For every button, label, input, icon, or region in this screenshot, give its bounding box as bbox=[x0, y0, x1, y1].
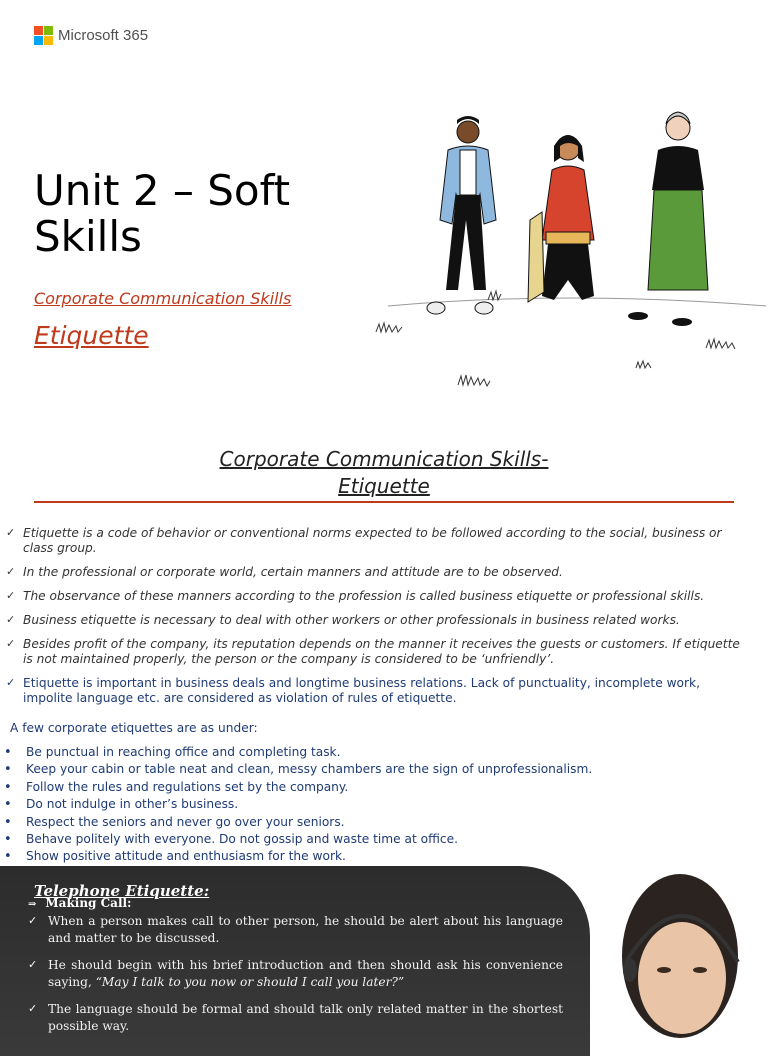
call-center-woman-photo bbox=[590, 866, 768, 1024]
man-figure bbox=[427, 116, 496, 314]
list-item: ✓ In the professional or corporate world, certain manners and attitude are to be observed. bbox=[6, 565, 563, 579]
list-item: • Show positive attitude and enthusiasm for the work. bbox=[4, 849, 346, 865]
slide-subheading: Etiquette bbox=[34, 321, 149, 350]
bullet-icon: • bbox=[4, 797, 12, 813]
title-slide bbox=[0, 0, 768, 425]
list-item: ✓ The language should be formal and should talk only related matter in the shortest possible way. bbox=[28, 1002, 563, 1033]
slide-heading: Telephone Etiquette: bbox=[34, 882, 210, 900]
intro-text: A few corporate etiquettes are as under: bbox=[10, 721, 258, 735]
bullet-icon: • bbox=[4, 832, 12, 848]
checkmark-icon: ✓ bbox=[6, 589, 16, 602]
slide-heading: Corporate Communication Skills- Etiquette bbox=[219, 447, 549, 498]
bullet-icon: • bbox=[4, 849, 12, 865]
etiquette-points-list bbox=[6, 526, 746, 715]
telephone-etiquette-slide bbox=[0, 866, 768, 1033]
corporate-etiquettes-list bbox=[4, 744, 744, 866]
list-item: ✓ He should begin with his brief introduction and then should ask his convenience saying, “May I talk to you now or should I call you later?” bbox=[28, 958, 563, 989]
list-item: • Follow the rules and regulations set by the company. bbox=[4, 779, 349, 795]
list-item: • Be punctual in reaching office and completing task. bbox=[4, 745, 341, 760]
slide-subtitle: Corporate Communication Skills bbox=[34, 289, 292, 308]
list-item: ✓ When a person makes call to other person, he should be alert about his language and matter to be discussed. bbox=[28, 914, 563, 945]
list-item: ✓ Etiquette is important in business deals and longtime business relations. Lack of punctuality, incomplete work, impolite language etc. are considered as violation of rules of etiquette. bbox=[6, 676, 700, 705]
list-item: • Keep your cabin or table neat and clean, messy chambers are the sign of unprofessionalism. bbox=[4, 762, 593, 778]
list-item: • Respect the seniors and never go over your seniors. bbox=[4, 814, 345, 830]
checkmark-icon: ✓ bbox=[6, 676, 16, 689]
people-illustration bbox=[368, 110, 768, 400]
making-call-heading: ⇒ Making Call: bbox=[28, 896, 132, 910]
list-item: • Behave politely with everyone. Do not gossip and waste time at office. bbox=[4, 832, 458, 848]
woman-figure bbox=[528, 135, 594, 302]
telephone-points-list bbox=[28, 913, 563, 1045]
divider bbox=[34, 501, 734, 503]
list-item: ✓ Etiquette is a code of behavior or conventional norms expected to be followed according to the social, business or class group. bbox=[6, 526, 722, 555]
checkmark-icon: ✓ bbox=[28, 1002, 38, 1015]
older-woman-figure bbox=[628, 112, 708, 326]
checkmark-icon: ✓ bbox=[6, 613, 16, 626]
checkmark-icon: ✓ bbox=[28, 958, 38, 971]
microsoft-365-logo bbox=[34, 26, 148, 45]
checkmark-icon: ✓ bbox=[28, 914, 38, 927]
bullet-icon: • bbox=[4, 762, 12, 778]
bullet-icon: • bbox=[4, 745, 12, 760]
slide-title: Unit 2 – Soft Skills bbox=[34, 166, 291, 261]
list-item: ✓ Business etiquette is necessary to deal with other workers or other professionals in business related works. bbox=[6, 613, 680, 627]
list-item: • Do not indulge in other’s business. bbox=[4, 797, 239, 813]
bullet-icon: • bbox=[4, 779, 12, 795]
checkmark-icon: ✓ bbox=[6, 637, 16, 650]
brand-name: Microsoft 365 bbox=[58, 27, 149, 44]
etiquette-slide bbox=[0, 432, 768, 866]
list-item: ✓ The observance of these manners according to the profession is called business etiquette or professional skills. bbox=[6, 589, 705, 603]
bullet-icon: • bbox=[4, 814, 12, 830]
checkmark-icon: ✓ bbox=[6, 526, 16, 539]
arrow-icon: ⇒ bbox=[28, 899, 37, 910]
microsoft-logo-icon bbox=[34, 26, 53, 45]
list-item: ✓ Besides profit of the company, its reputation depends on the manner it receives the guests or customers. If etiquette is not maintained properly, the person or the company is considered to be ‘unfriendly’. bbox=[6, 637, 740, 666]
checkmark-icon: ✓ bbox=[6, 565, 16, 578]
